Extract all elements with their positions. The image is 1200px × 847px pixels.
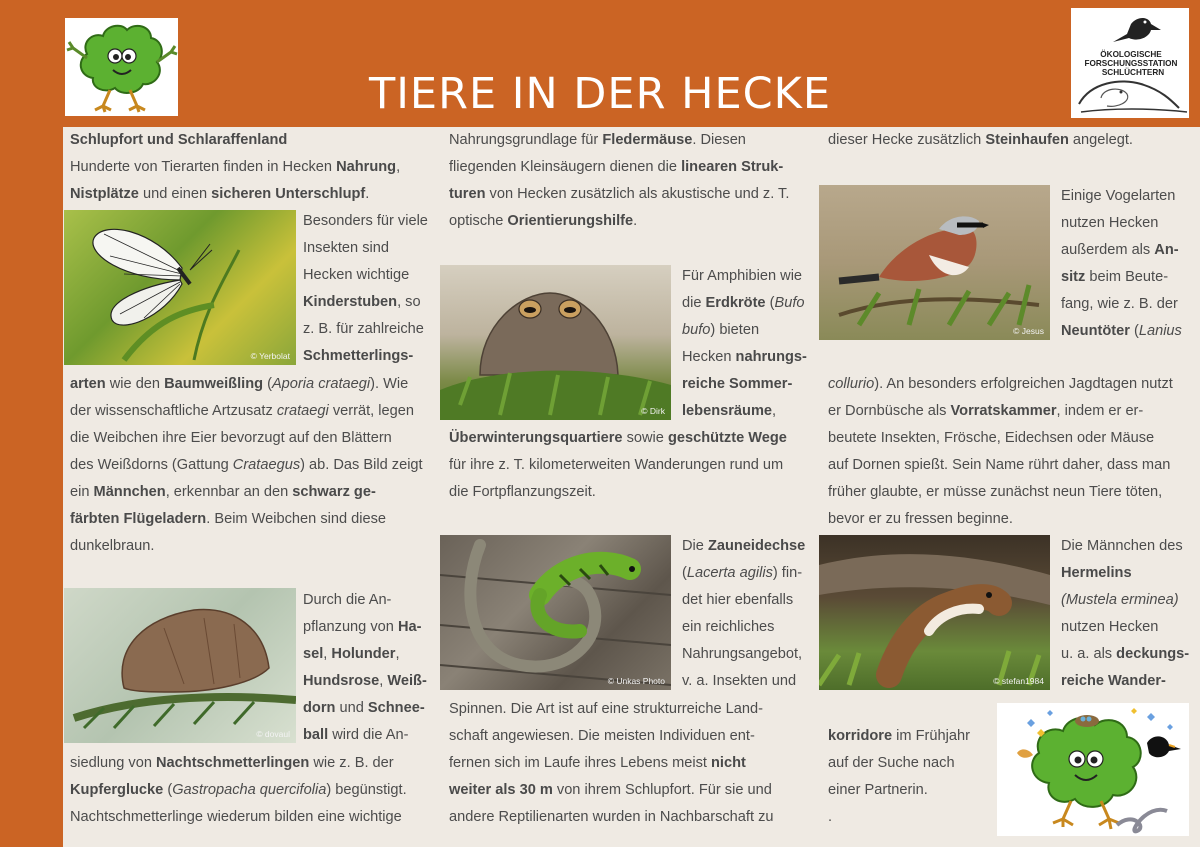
red-backed-shrike-image: [819, 185, 1050, 340]
text-line: lebensräume,: [682, 403, 777, 420]
text-line: färbten Flügeladern. Beim Weibchen sind diese: [70, 511, 387, 528]
text-line: Die Zauneidechse: [682, 538, 806, 554]
column-2: [449, 127, 819, 831]
text-line: Die Männchen des: [1061, 538, 1183, 554]
shrike-photo: [819, 185, 1050, 340]
research-station-logo: [1071, 8, 1189, 118]
lizard-side-text: [682, 533, 805, 696]
page-title: TIERE IN DER HECKE: [368, 68, 832, 119]
text-line: u. a. als deckungs-: [1061, 646, 1190, 663]
common-toad-image: [440, 265, 671, 420]
text-line: reiche Sommer-: [682, 376, 793, 393]
stoat-side-text: [1061, 533, 1189, 696]
text-line: Durch die An-: [303, 592, 392, 608]
moth-photo: [64, 588, 296, 743]
logo-line-2: FORSCHUNGSSTATION: [1084, 59, 1178, 68]
text-line: Hermelins: [1061, 565, 1132, 582]
text-line: ball wird die An-: [303, 727, 409, 744]
text-line: z. B. für zahlreiche: [303, 321, 424, 338]
text-line: die Erdkröte (Bufo: [682, 295, 805, 312]
text-line: (Mustela erminea): [1061, 592, 1179, 609]
text-line: Nistplätze und einen sicheren Unterschlupf.: [70, 186, 370, 203]
logo-line-3: SCHLÜCHTERN: [1101, 68, 1165, 77]
text-line: reiche Wander-: [1061, 673, 1166, 690]
text-line: früher glaubte, er müsse zunächst neun Tiere töten,: [828, 484, 1163, 501]
text-line: collurio). An besonders erfolgreichen Jagdtagen nutzt: [828, 375, 1173, 392]
stoat-photo: [819, 535, 1050, 690]
lappet-moth-image: [64, 588, 296, 743]
text-line: sitz beim Beute-: [1061, 269, 1169, 286]
stoat-image: [819, 535, 1050, 690]
text-line: fliegenden Kleinsäugern dienen die linearen Struk-: [449, 159, 784, 176]
text-line: Besonders für viele: [303, 213, 428, 229]
text-line: Insekten sind: [303, 240, 389, 257]
text-line: dorn und Schnee-: [303, 700, 425, 717]
text-line: ein reichliches: [682, 619, 775, 636]
text-line: ein Männchen, erkennbar an den schwarz ge-: [70, 484, 376, 501]
text-line: weiter als 30 m von ihrem Schlupfort. Für sie und: [449, 782, 772, 799]
toad-photo: [440, 265, 671, 420]
text-line: Neuntöter (Lanius: [1061, 323, 1182, 340]
text-line: die Weibchen ihre Eier bevorzugt auf den Blättern: [70, 430, 392, 447]
text-line: siedlung von Nachtschmetterlingen wie z. B. der: [70, 755, 394, 772]
text-line: auf der Suche nach: [828, 755, 955, 772]
text-line: nutzen Hecken: [1061, 215, 1159, 232]
lizard-photo: [440, 535, 671, 690]
text-line: det hier ebenfalls: [682, 592, 794, 609]
text-line: einer Partnerin.: [828, 782, 928, 799]
text-line: .: [828, 809, 833, 826]
butterfly-photo: [64, 210, 296, 365]
shrike-side-text: [1061, 183, 1182, 346]
butterfly-side-text: [303, 208, 428, 371]
text-line: bufo) bieten: [682, 322, 760, 339]
text-line: außerdem als An-: [1061, 242, 1179, 259]
photo-credit: © Dirk: [641, 406, 665, 416]
photo-credit: © stefan1984: [993, 676, 1044, 686]
text-line: fernen sich im Laufe ihres Lebens meist nicht: [449, 755, 746, 772]
photo-credit: © Yerbolat: [250, 351, 290, 361]
text-line: andere Reptilienarten wurden in Nachbarschaft zu: [449, 809, 774, 826]
photo-credit: © Unkas Photo: [607, 676, 665, 686]
text-line: (Lacerta agilis) fin-: [682, 565, 803, 582]
text-line: korridore im Frühjahr: [828, 728, 970, 745]
hecke-mascot-illustration: [997, 703, 1189, 836]
photo-credit: © dovaul: [256, 729, 290, 739]
text-line: turen von Hecken zusätzlich als akustische und z. T.: [449, 186, 790, 203]
text-line: Für Amphibien wie: [682, 268, 803, 284]
text-line: Hunderte von Tierarten finden in Hecken Nahrung,: [70, 159, 401, 176]
text-line: er Dornbüsche als Vorratskammer, indem er er-: [828, 402, 1144, 419]
black-veined-white-butterfly-image: [64, 210, 296, 365]
photo-credit: © Jesus: [1013, 326, 1044, 336]
text-line: pflanzung von Ha-: [303, 619, 422, 636]
text-line: fang, wie z. B. der: [1061, 296, 1178, 313]
text-line: arten wie den Baumweißling (Aporia crataegi). Wie: [70, 375, 409, 392]
text-line: Spinnen. Die Art ist auf eine strukturreiche Land-: [449, 700, 763, 717]
text-line: Hundsrose, Weiß-: [303, 673, 427, 690]
text-line: sel, Holunder,: [303, 646, 400, 663]
text-line: schaft angewiesen. Die meisten Individuen ent-: [449, 728, 755, 745]
text-line: die Fortpflanzungszeit.: [449, 484, 596, 501]
text-line: nutzen Hecken: [1061, 619, 1159, 636]
moth-side-text: [303, 587, 427, 750]
text-line: Überwinterungsquartiere sowie geschützte Wege: [449, 430, 787, 447]
text-line: des Weißdorns (Gattung Crataegus) ab. Das Bild zeigt: [70, 457, 423, 474]
text-line: Kupferglucke (Gastropacha quercifolia) begünstigt.: [70, 782, 407, 799]
text-line: Nahrungsgrundlage für Fledermäuse. Diesen: [449, 132, 746, 148]
sand-lizard-image: [440, 535, 671, 690]
text-line: der wissenschaftliche Artzusatz crataegi verrät, legen: [70, 402, 414, 419]
text-line: v. a. Insekten und: [682, 673, 797, 690]
text-line: Kinderstuben, so: [303, 294, 421, 311]
logo-line-1: ÖKOLOGISCHE: [1100, 50, 1162, 59]
toad-side-text: [682, 263, 807, 426]
text-line: optische Orientierungshilfe.: [449, 213, 638, 230]
section-heading: Schlupfort und Schlaraffenland: [70, 132, 288, 148]
text-line: Nachtschmetterlinge wiederum bilden eine wichtige: [70, 809, 402, 826]
bird-mouse-logo-icon: [1071, 8, 1189, 118]
bush-with-animals-icon: [997, 703, 1189, 836]
text-line: bevor er zu fressen beginne.: [828, 511, 1013, 528]
text-line: beutete Insekten, Frösche, Eidechsen oder Mäuse: [828, 430, 1155, 447]
text-line: auf Dornen spießt. Sein Name rührt daher, dass man: [828, 457, 1171, 474]
text-line: Hecken wichtige: [303, 267, 410, 284]
text-line: dieser Hecke zusätzlich Steinhaufen angelegt.: [828, 132, 1133, 148]
text-line: Nahrungsangebot,: [682, 646, 803, 663]
text-line: Hecken nahrungs-: [682, 349, 807, 366]
text-line: für ihre z. T. kilometerweiten Wanderungen rund um: [449, 457, 784, 474]
text-line: Schmetterlings-: [303, 348, 414, 365]
text-line: dunkelbraun.: [70, 538, 155, 555]
text-line: Einige Vogelarten: [1061, 188, 1176, 204]
